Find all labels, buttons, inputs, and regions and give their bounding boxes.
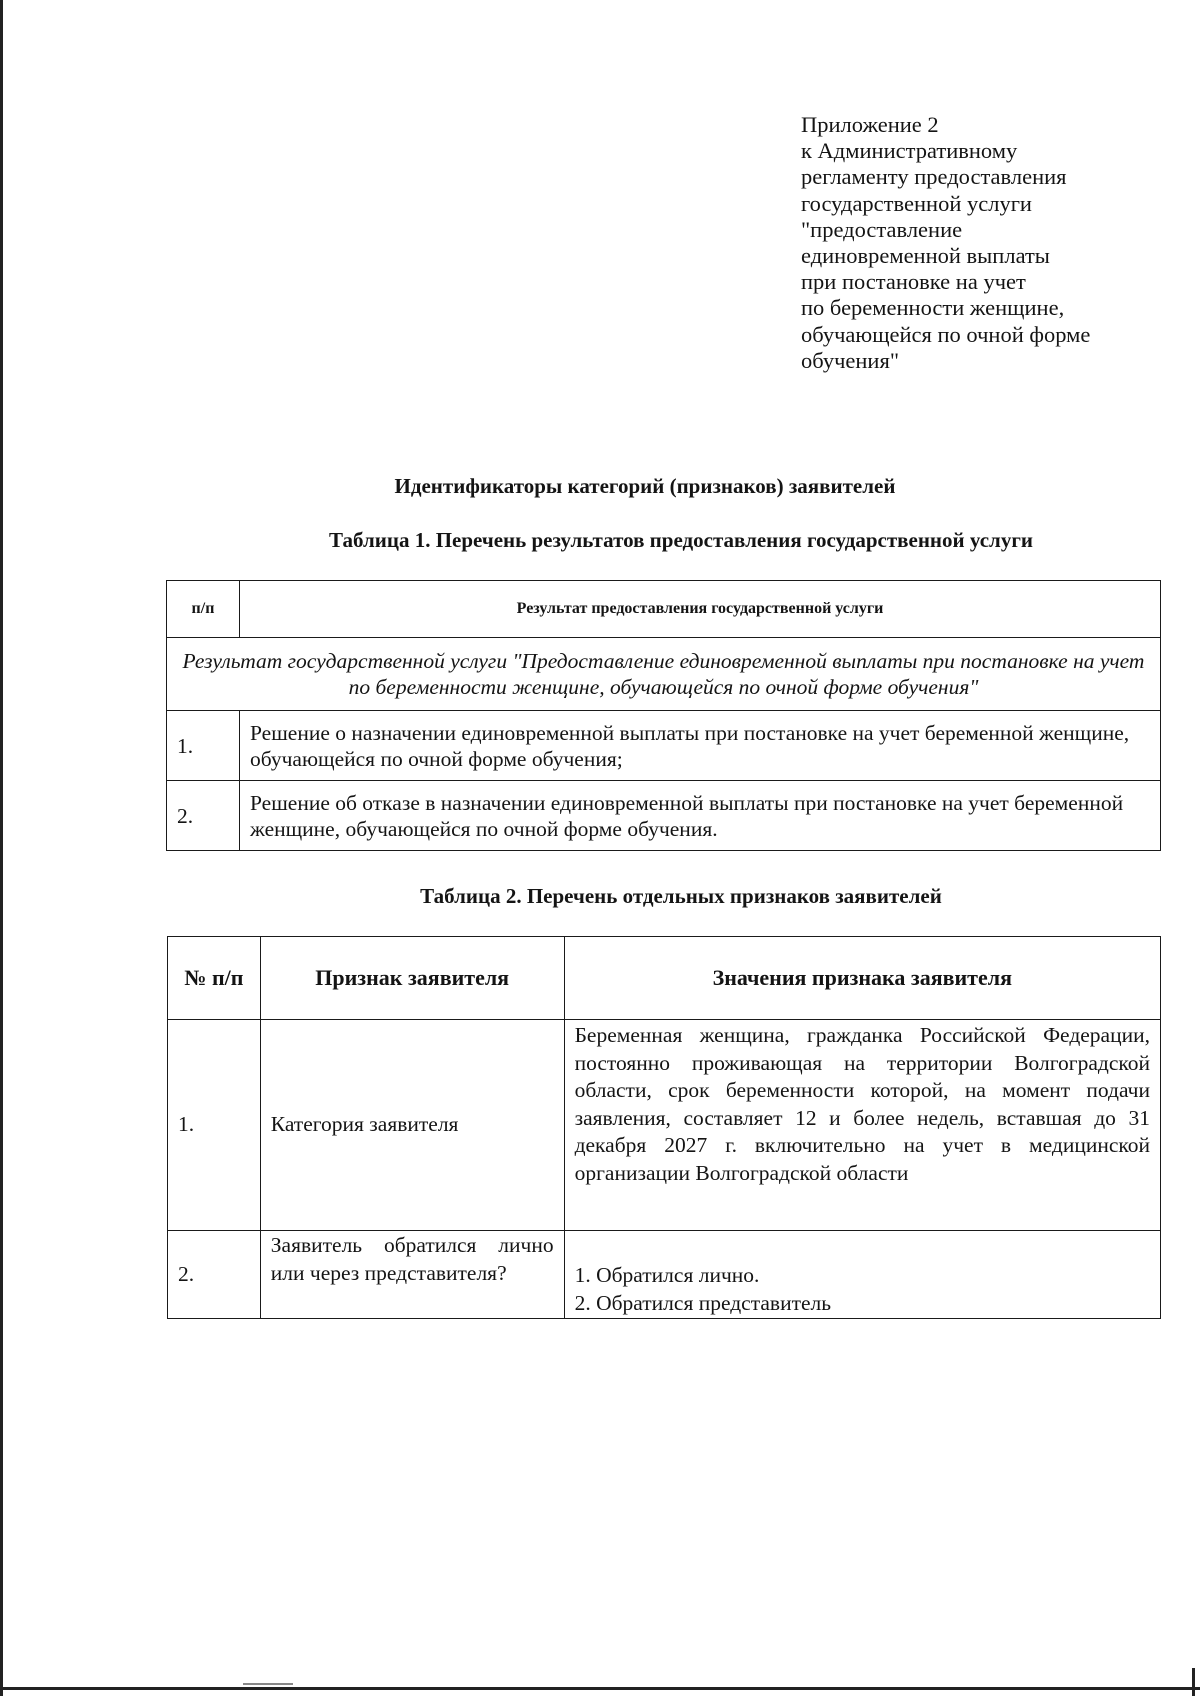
page-title: Идентификаторы категорий (признаков) заявителей xyxy=(394,474,896,498)
table1-title: Таблица 1. Перечень результатов предоставления государственной услуги xyxy=(329,528,1033,552)
row-number-cell: 2. xyxy=(167,781,240,851)
result-text-cell: Решение о назначении единовременной выплаты при постановке на учет беременной женщине, обучающейся по очной форме обучения; xyxy=(240,711,1161,781)
appendix-line: Приложение 2 xyxy=(801,112,939,137)
option-item: 1. Обратился лично. xyxy=(574,1263,760,1287)
appendix-line: по беременности женщине, xyxy=(801,295,1065,321)
table-section-row xyxy=(167,638,1161,711)
row-number-cell: 1. xyxy=(167,711,240,781)
appendix-block xyxy=(801,112,1131,374)
table-row xyxy=(168,1231,1161,1319)
table-row xyxy=(167,711,1161,781)
attribute-value-cell: Беременная женщина, гражданка Российской Федерации, постоянно проживающая на территории Волгоградской области, срок беременности которой, на момент подачи заявления, составляет 12 и более недель, вставшая до 31 декабря 2027 г. включительно на учет в медицинской организации Волгоградской области xyxy=(564,1020,1160,1231)
section-title-cell: Результат государственной услуги "Предоставление единовременной выплаты при постановке на учет по беременности женщине, обучающейся по очной форме обучения" xyxy=(167,638,1161,711)
row-number-cell: 2. xyxy=(168,1231,261,1319)
attribute-cell: Категория заявителя xyxy=(260,1020,564,1231)
column-header-num: п/п xyxy=(167,581,240,638)
scan-left-edge xyxy=(0,0,3,1696)
appendix-line: обучающейся по очной форме xyxy=(801,321,1091,347)
appendix-line: к Административному xyxy=(801,138,1018,164)
scan-bottom-edge xyxy=(0,1687,1200,1690)
scan-speck xyxy=(243,1683,293,1685)
appendix-line: единовременной выплаты xyxy=(801,243,1050,269)
table-header-row xyxy=(168,937,1161,1020)
column-header-values: Значения признака заявителя xyxy=(564,937,1160,1020)
column-header-attribute: Признак заявителя xyxy=(260,937,564,1020)
appendix-line: обучения" xyxy=(801,347,900,373)
result-text-cell: Решение об отказе в назначении единовременной выплаты при постановке на учет беременной женщине, обучающейся по очной форме обучения. xyxy=(240,781,1161,851)
option-item: 2. Обратился представитель xyxy=(574,1290,832,1315)
attribute-options-cell xyxy=(564,1231,1160,1319)
table-header-row xyxy=(167,581,1161,638)
attribute-cell: Заявитель обратился лично или через представителя? xyxy=(260,1231,564,1319)
column-header-num: № п/п xyxy=(168,937,261,1020)
table-row xyxy=(168,1020,1161,1231)
results-table xyxy=(166,580,1161,851)
table-row xyxy=(167,781,1161,851)
row-number-cell: 1. xyxy=(168,1020,261,1231)
attributes-table xyxy=(167,936,1161,1319)
table2-title: Таблица 2. Перечень отдельных признаков заявителей xyxy=(420,884,942,908)
appendix-line: "предоставление xyxy=(801,216,963,242)
column-header-result: Результат предоставления государственной услуги xyxy=(240,581,1161,638)
appendix-line: государственной услуги xyxy=(801,190,1032,216)
appendix-line: регламенту предоставления xyxy=(801,164,1067,190)
appendix-line: при постановке на учет xyxy=(801,269,1026,295)
scan-right-edge xyxy=(1192,1668,1195,1696)
